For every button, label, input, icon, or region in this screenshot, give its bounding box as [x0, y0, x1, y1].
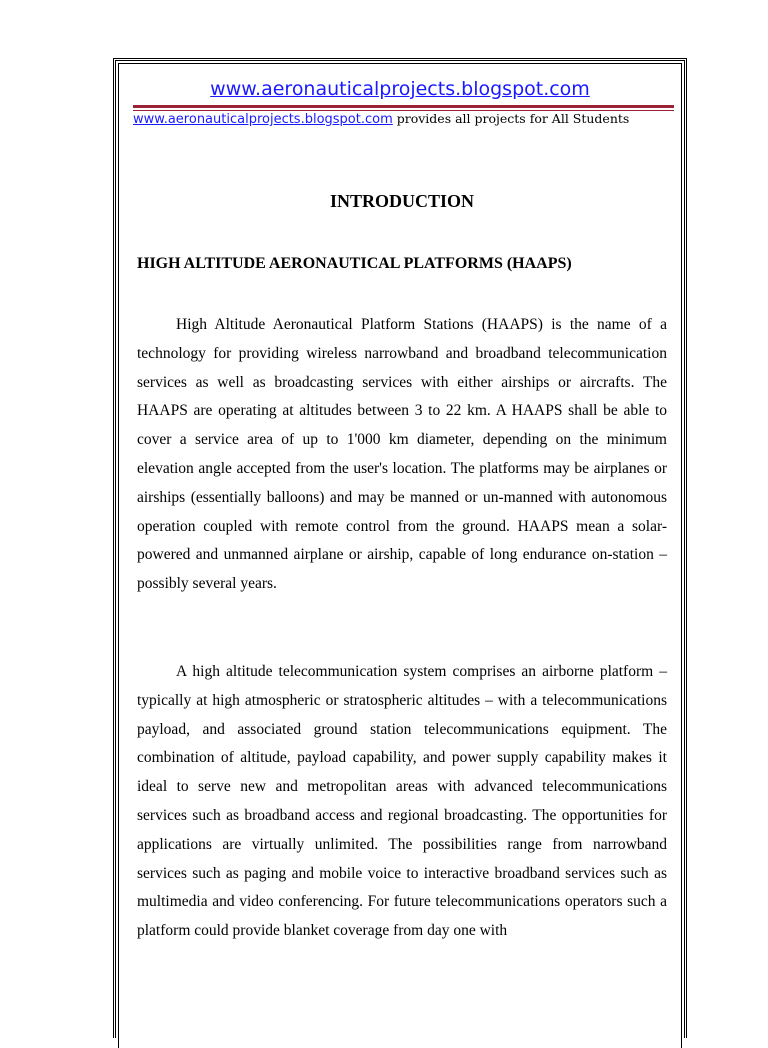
header-divider-thick — [133, 105, 674, 108]
subheader-text: provides all projects for All Students — [392, 111, 630, 126]
paragraph-telecom-system: A high altitude telecommunication system comprises an airborne platform – typically at high atmospheric or stratospheric altitudes – with a telecommunications payload, and associated ground station telecommunications equipment. The combination of altitude, payload capability, and power supply capability makes it ideal to serve new and metropolitan areas with advanced telecommunications services such as broadband access and regional broadcasting. The opportunities for applications are virtually unlimited. The possibilities range from narrowband services such as paging and mobile voice to interactive broadband services such as multimedia and video conferencing. For future telecommunications operators such a platform could provide blanket coverage from day one with — [137, 663, 667, 940]
introduction-heading: INTRODUCTION — [329, 191, 475, 211]
section-heading: HIGH ALTITUDE AERONAUTICAL PLATFORMS (HAAPS) — [137, 255, 572, 272]
paragraph-haaps-definition: High Altitude Aeronautical Platform Stations (HAAPS) is the name of a technology for providing wireless narrowband and broadband telecommunication services as well as broadcasting services with either airships or aircrafts. The HAAPS are operating at altitudes between 3 to 22 km. A HAAPS shall be able to cover a service area of up to 1'000 km diameter, depending on the minimum elevation angle accepted from the user's location. The platforms may be airplanes or airships (essentially balloons) and may be manned or un-manned with autonomous operation coupled with remote control from the ground. HAAPS mean a solar-powered and unmanned airplane or airship, capable of long endurance on-station –possibly several years. — [137, 316, 667, 593]
site-header-link[interactable]: www.aeronauticalprojects.blogspot.com — [210, 78, 590, 100]
subheader-link[interactable]: www.aeronauticalprojects.blogspot.com — [133, 112, 393, 127]
subheader-line — [133, 111, 676, 127]
document-body — [137, 188, 667, 940]
